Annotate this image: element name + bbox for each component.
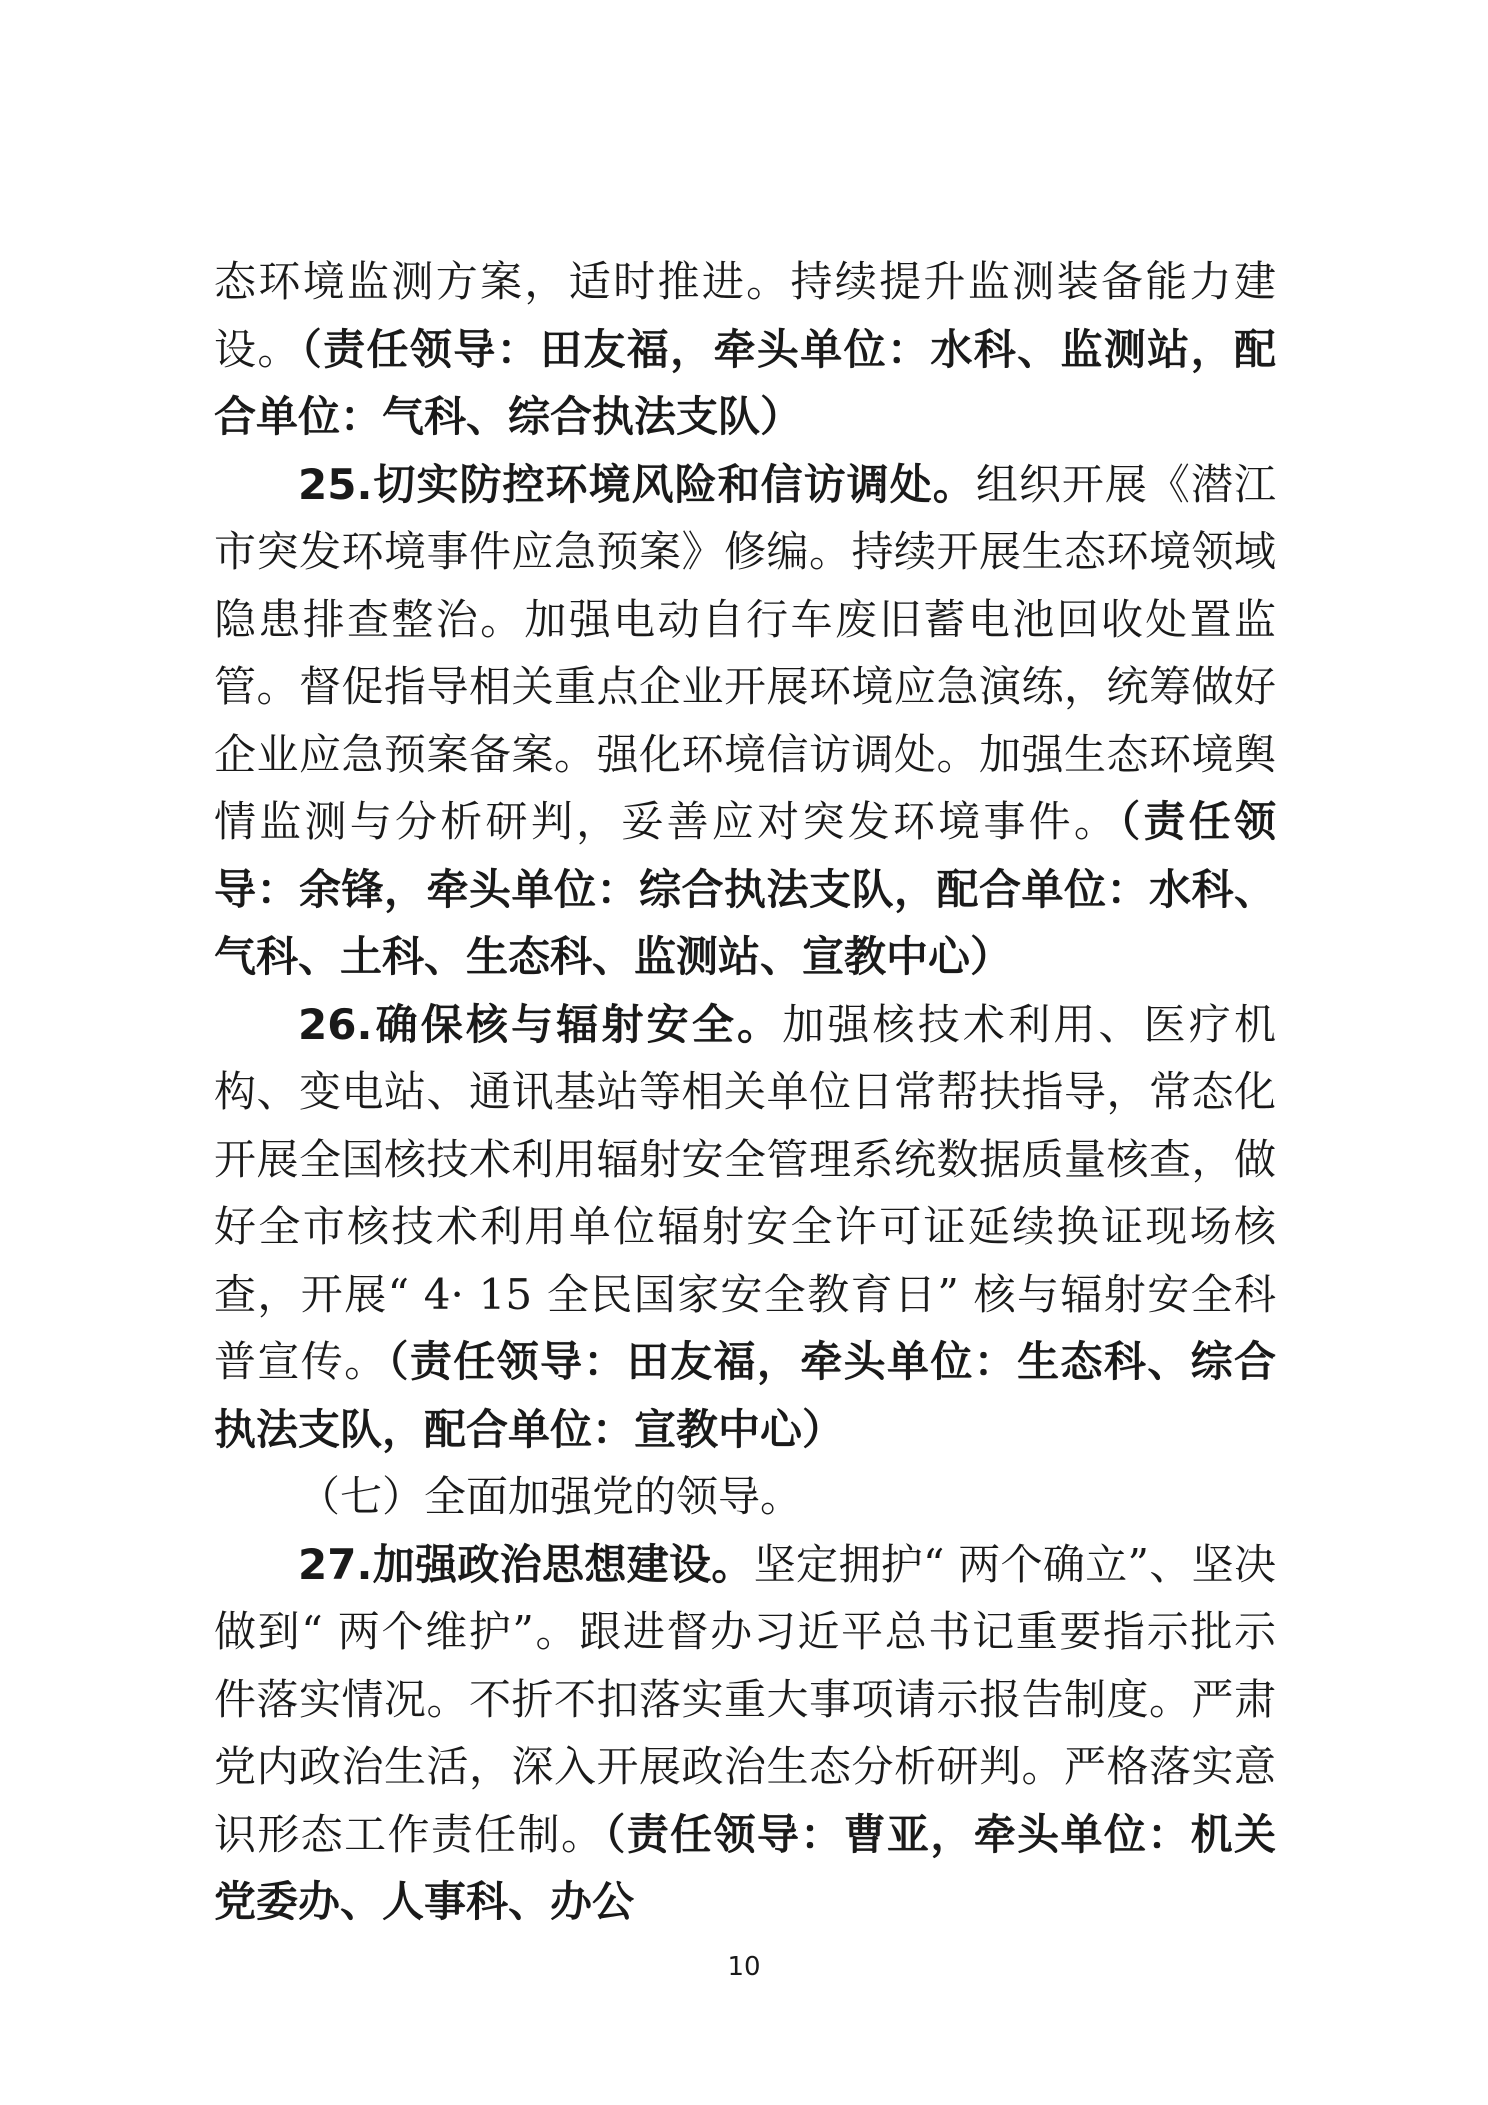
item-27-heading: 加强政治思想建设。 bbox=[372, 1539, 754, 1589]
continuation-responsibility: （责任领导：田友福，牵头单位：水科、监测站，配合单位：气科、综合执法支队） bbox=[214, 324, 1276, 441]
item-26-heading: 确保核与辐射安全。 bbox=[372, 999, 783, 1049]
item-26-body: 加强核技术利用、医疗机构、变电站、通讯基站等相关单位日常帮扶指导，常态化开展全国核技术利用辐射安全管理系统数据质量核查，做好全市核技术利用单位辐射安全许可证延续换证现场核查，开展“ 4· 15 全民国家安全教育日” 核与辐射安全科普宣传。 bbox=[214, 999, 1276, 1386]
item-25-number: 25. bbox=[298, 459, 373, 509]
continuation-body: 态环境监测方案，适时推进。持续提升监测装备能力建设。 bbox=[214, 257, 1276, 374]
item-25-paragraph bbox=[214, 451, 1276, 991]
item-27-body: 坚定拥护“ 两个确立”、坚决做到“ 两个维护”。跟进督办习近平总书记重要指示批示件落实情况。不折不扣落实重大事项请示报告制度。严肃党内政治生活，深入开展政治生态分析研判。严格落实意识形态工作责任制。 bbox=[214, 1539, 1276, 1859]
item-27-number: 27. bbox=[298, 1539, 373, 1589]
item-25-responsibility: （责任领导：余锋，牵头单位：综合执法支队，配合单位：水科、气科、土科、生态科、监测站、宣教中心） bbox=[214, 797, 1276, 981]
continuation-paragraph bbox=[214, 248, 1276, 451]
section-7-heading: （七）全面加强党的领导。 bbox=[298, 1472, 803, 1521]
page-number: 10 bbox=[727, 1952, 761, 1982]
item-26-number: 26. bbox=[298, 999, 373, 1049]
item-26-responsibility: （责任领导：田友福，牵头单位：生态科、综合执法支队，配合单位：宣教中心） bbox=[214, 1337, 1276, 1454]
item-25-heading: 切实防控环境风险和信访调处。 bbox=[372, 459, 976, 509]
document-body bbox=[214, 248, 1276, 1936]
item-26-paragraph bbox=[214, 991, 1276, 1464]
item-27-responsibility: （责任领导：曹亚，牵头单位：机关党委办、人事科、办公 bbox=[214, 1809, 1276, 1926]
item-25-body: 组织开展《潜江市突发环境事件应急预案》修编。持续开展生态环境领域隐患排查整治。加强电动自行车废旧蓄电池回收处置监管。督促指导相关重点企业开展环境应急演练，统筹做好企业应急预案备案。强化环境信访调处。加强生态环境舆情监测与分析研判，妥善应对突发环境事件。 bbox=[214, 459, 1276, 846]
item-27-paragraph bbox=[214, 1531, 1276, 1936]
